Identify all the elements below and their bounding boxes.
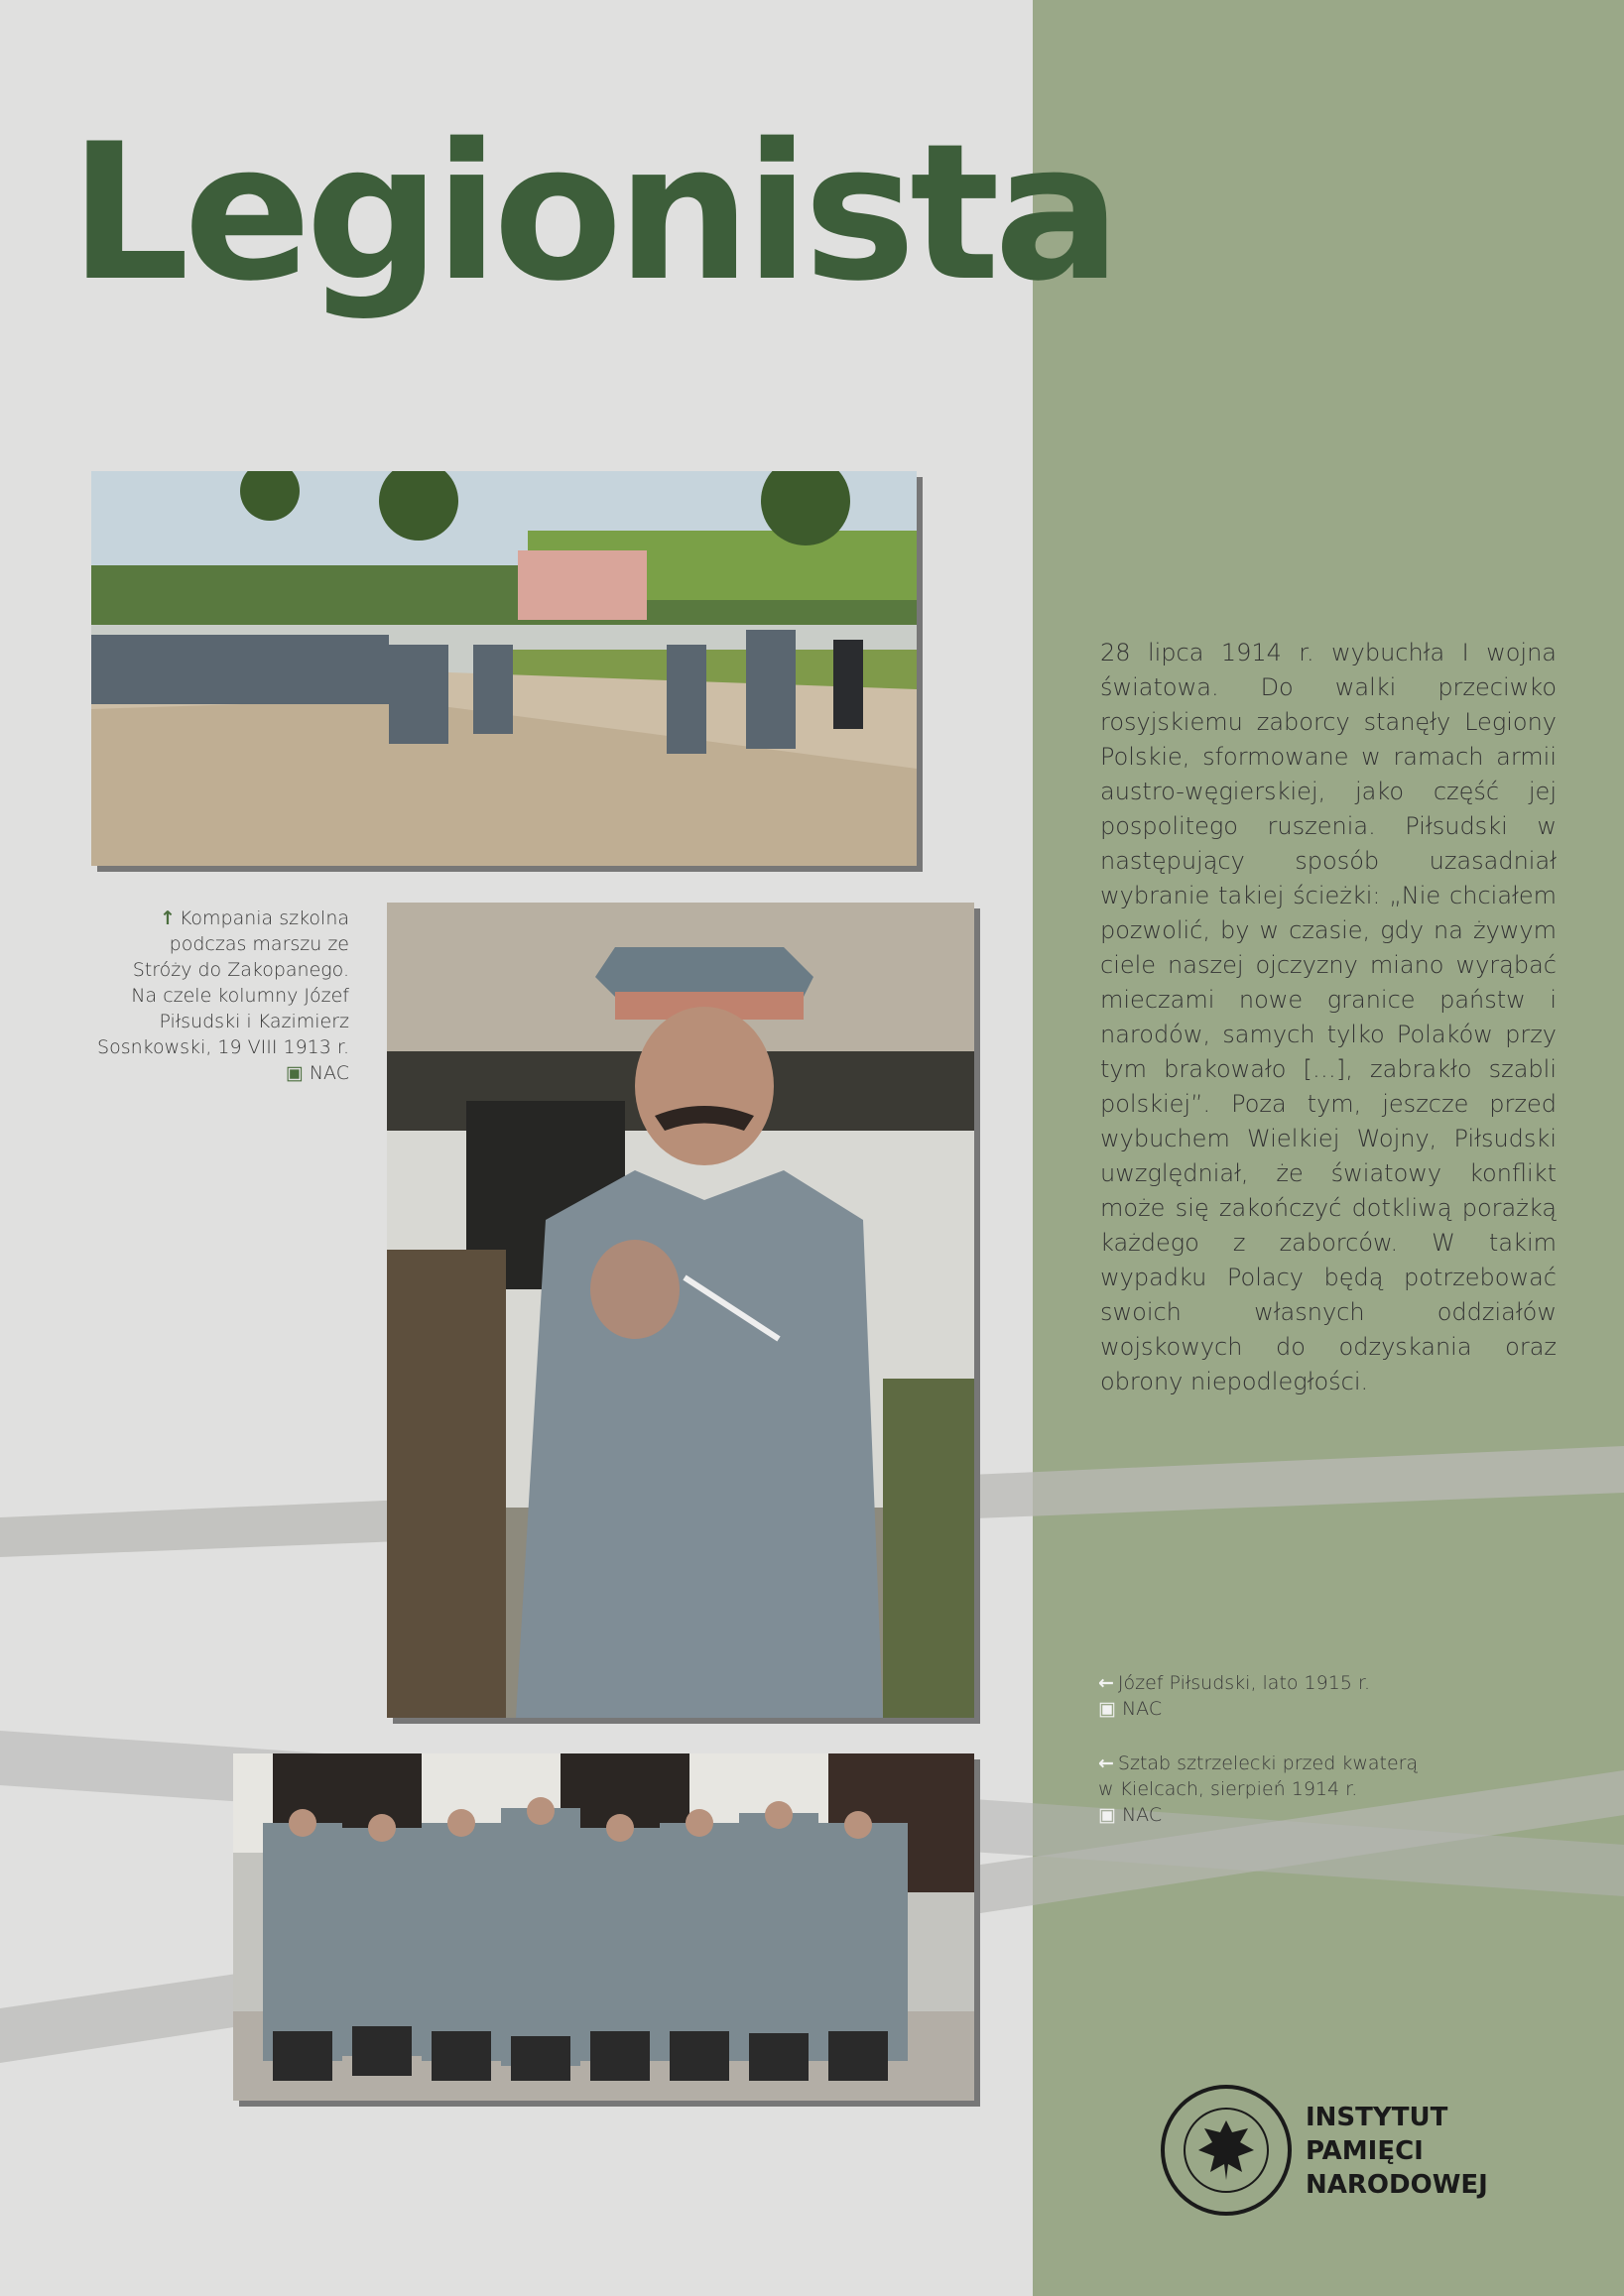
camera-icon: ▣ (285, 1062, 304, 1084)
caption-line: Józef Piłsudski, lato 1915 r. (1117, 1672, 1371, 1694)
logo-line: PAMIĘCI (1306, 2136, 1424, 2166)
caption-line: Sosnkowski, 19 VIII 1913 r. (97, 1036, 349, 1058)
logo-line: NARODOWEJ (1306, 2170, 1488, 2200)
caption-line: Kompania szkolna (179, 907, 349, 929)
ipn-logo (1159, 2083, 1575, 2222)
arrow-left-icon: ← (1098, 1672, 1114, 1694)
ipn-wordmark (1306, 2101, 1488, 2202)
caption-line: Piłsudski i Kazimierz (159, 1011, 349, 1032)
logo-line: INSTYTUT (1306, 2103, 1448, 2132)
camera-icon: ▣ (1098, 1698, 1116, 1720)
caption-line: podczas marszu ze (169, 933, 349, 955)
caption-staff (1098, 1751, 1475, 1828)
photo-staff (233, 1753, 974, 2101)
caption-march (60, 906, 349, 1086)
caption-source: NAC (1121, 1804, 1163, 1826)
caption-pilsudski (1098, 1670, 1475, 1722)
arrow-left-icon: ← (1098, 1752, 1114, 1774)
body-text: 28 lipca 1914 r. wybuchła I wojna światowa. Do walki przeciwko rosyjskiemu zaborcy stanęły Legiony Polskie, sformowane w ramach armii austro-węgierskiej, jako część jej pospolitego ruszenia. Piłsudski w następujący sposób uzasadniał wybranie takiej ścieżki: „Nie chciałem pozwolić, by w czasie, gdy na żywym ciele naszej ojczyzny miano wyrąbać mieczami nowe granice państw i narodów, samych tylko Polaków przy tym brakowało […], zabrakło szabli polskiej”. Poza tym, jeszcze przed wybuchem Wielkiej Wojny, Piłsudski uwzględniał, że światowy konflikt może się zakończyć dotkliwą porażką każdego z zaborców. W takim wypadku Polacy będą potrzebować swoich własnych oddziałów wojskowych do odzyskania oraz obrony niepodległości. (1100, 639, 1557, 1395)
photo-pilsudski (387, 903, 974, 1718)
camera-icon: ▣ (1098, 1804, 1116, 1826)
page-title: Legionista (69, 103, 1116, 322)
caption-line: Sztab sztrzelecki przed kwaterą (1117, 1752, 1419, 1774)
eagle-seal-icon (1159, 2083, 1294, 2218)
caption-line: w Kielcach, sierpień 1914 r. (1098, 1778, 1358, 1800)
photo-march (91, 471, 917, 866)
caption-source: NAC (309, 1062, 349, 1084)
caption-line: Na czele kolumny Józef (131, 985, 349, 1007)
arrow-up-icon: ↑ (159, 907, 176, 929)
caption-line: Stróży do Zakopanego. (132, 959, 349, 981)
caption-source: NAC (1121, 1698, 1163, 1720)
